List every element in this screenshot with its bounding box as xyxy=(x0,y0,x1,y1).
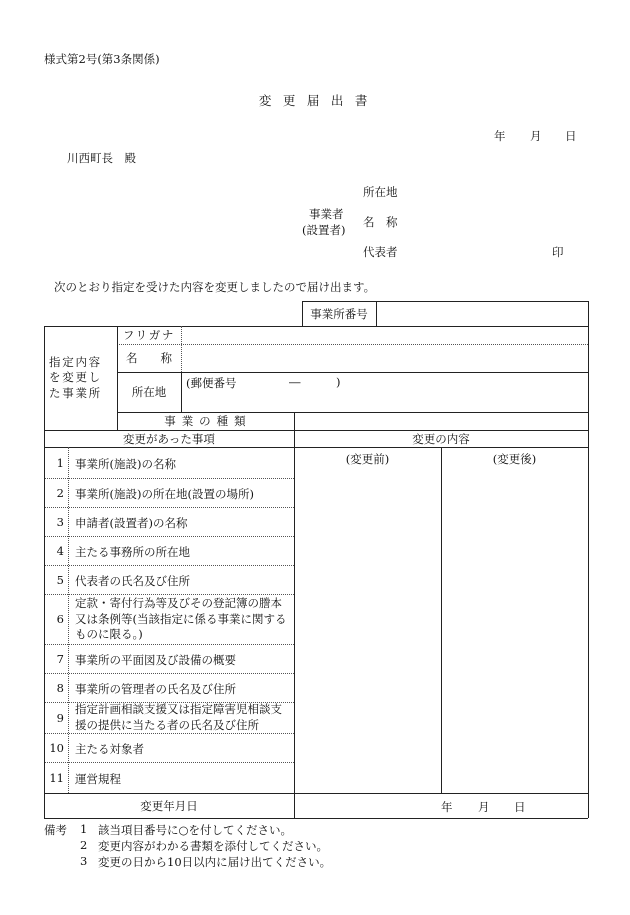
postal-code-label: (郵便番号 xyxy=(186,376,237,390)
change-date-label: 変更年月日 xyxy=(140,798,198,813)
office-number-label: 事業所番号 xyxy=(310,306,368,321)
applicant-name-label: 名 称 xyxy=(363,215,398,229)
item-number: 6 xyxy=(56,612,64,626)
seal-mark: 印 xyxy=(552,245,564,259)
item-text: 定款・寄付行為等及びその登記簿の謄本又は条例等(当該指定に係る事業に関するものに限る。) xyxy=(75,596,287,642)
change-content-header: 変更の内容 xyxy=(412,431,470,446)
item-number: 4 xyxy=(56,544,64,558)
date-year-label: 年 xyxy=(494,129,506,143)
addressee: 川西町長 殿 xyxy=(67,151,136,165)
after-change-label: (変更後) xyxy=(492,452,537,466)
item-text: 事業所(施設)の名称 xyxy=(75,457,176,471)
item-number: 11 xyxy=(49,771,64,785)
office-name-label: 名 称 xyxy=(126,351,172,365)
applicant-group-sub-label: (設置者) xyxy=(302,223,346,237)
office-number-field[interactable] xyxy=(376,301,588,326)
furigana-label: フリガナ xyxy=(122,328,176,342)
item-number: 8 xyxy=(56,681,64,695)
date-month-label: 月 xyxy=(530,129,542,143)
applicant-address-label: 所在地 xyxy=(363,185,398,199)
item-number: 5 xyxy=(56,573,64,587)
office-name-field[interactable] xyxy=(181,344,588,372)
note-text: 該当項目番号に○を付してください。 xyxy=(98,823,293,837)
item-text: 事業所(施設)の所在地(設置の場所) xyxy=(75,487,254,501)
postal-code-close: ) xyxy=(336,375,341,389)
change-date-month: 月 xyxy=(478,800,490,814)
item-text: 申請者(設置者)の名称 xyxy=(75,516,188,530)
notes-label: 備考 xyxy=(44,823,67,837)
furigana-field[interactable] xyxy=(181,326,588,344)
designated-office-label: 指定内容を変更した事業所 xyxy=(49,354,102,400)
item-text: 代表者の氏名及び住所 xyxy=(75,574,190,588)
note-number: 2 xyxy=(80,838,88,852)
page-title: 変 更 届 出 書 xyxy=(258,93,372,108)
item-text: 事業所の管理者の氏名及び住所 xyxy=(75,682,236,696)
change-date-day: 日 xyxy=(514,800,526,814)
note-number: 1 xyxy=(80,822,88,836)
item-number: 1 xyxy=(56,456,64,470)
item-number: 2 xyxy=(56,486,64,500)
item-number: 9 xyxy=(56,711,64,725)
item-text: 主たる対象者 xyxy=(75,742,144,756)
item-number: 7 xyxy=(56,652,64,666)
item-number: 10 xyxy=(49,741,64,755)
office-address-label: 所在地 xyxy=(131,385,167,399)
postal-code-dash: ― xyxy=(289,375,301,389)
item-text: 主たる事務所の所在地 xyxy=(75,545,190,559)
note-number: 3 xyxy=(80,854,88,868)
before-change-label: (変更前) xyxy=(345,452,390,466)
date-day-label: 日 xyxy=(565,129,577,143)
note-text: 変更内容がわかる書類を添付してください。 xyxy=(98,839,328,853)
business-type-field[interactable] xyxy=(294,412,588,430)
note-text: 変更の日から10日以内に届け出てください。 xyxy=(98,855,332,869)
business-type-label: 事 業 の 種 類 xyxy=(164,414,247,428)
form-number-label: 様式第2号(第3条関係) xyxy=(44,52,160,66)
item-number: 3 xyxy=(56,515,64,529)
item-text: 指定計画相談支援又は指定障害児相談支援の提供に当たる者の氏名及び住所 xyxy=(75,702,282,732)
change-date-year: 年 xyxy=(441,800,453,814)
applicant-representative-label: 代表者 xyxy=(363,245,398,259)
intro-text: 次のとおり指定を受けた内容を変更しましたので届け出ます。 xyxy=(54,280,376,294)
item-text: 事業所の平面図及び設備の概要 xyxy=(75,653,236,667)
applicant-group-label: 事業者 xyxy=(309,207,344,221)
item-text: 運営規程 xyxy=(75,772,121,786)
changed-items-header: 変更があった事項 xyxy=(123,431,215,446)
